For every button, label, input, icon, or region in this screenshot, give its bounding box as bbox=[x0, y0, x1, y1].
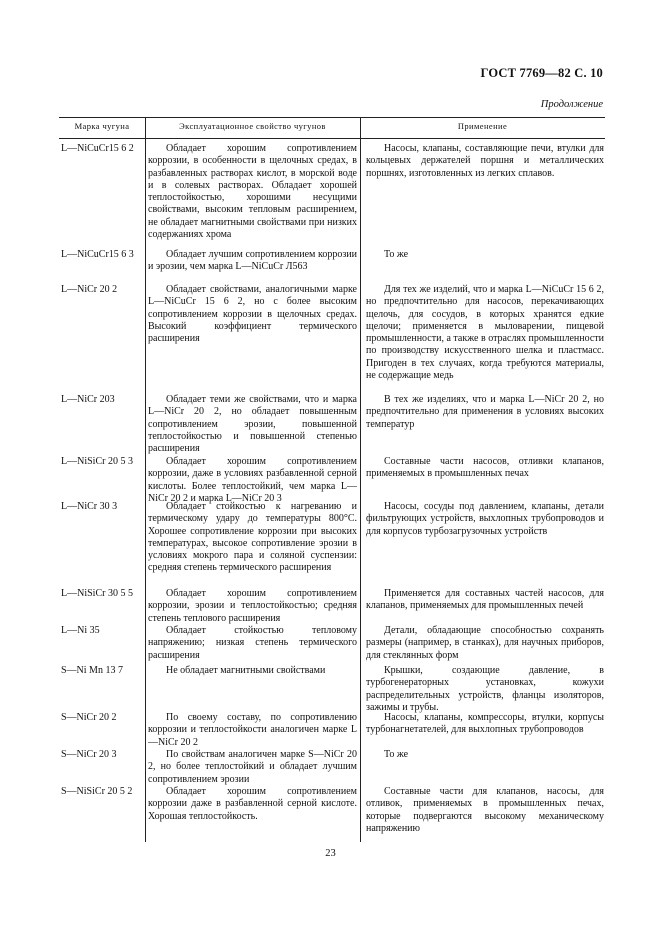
grade-cell-text: L—Ni 35 bbox=[61, 625, 100, 636]
properties-cell-text: Обладает лучшим сопротивлением коррозии и эрозии, чем марка L—NiCuCr Л563 bbox=[148, 249, 357, 273]
properties-cell bbox=[148, 749, 357, 786]
grade-cell-text: L—NiCuCr15 6 3 bbox=[61, 249, 134, 260]
grade-cell-text: L—NiSiCr 20 5 3 bbox=[61, 456, 133, 467]
application-cell-text: Составные части для клапанов, насосы, для отливок, применяемых в промышленных печах, которые подвергаются высокому механическому напряжению bbox=[366, 786, 604, 834]
properties-cell-text: Обладает стойкостью к нагреванию и термическому удару до температуры 800°С. Хорошее сопротивление коррозии при высоких температурах, высокое сопротивление эрозии в условиях мокрого пара и соляной суспензии: средняя степень термического расширения bbox=[148, 501, 357, 574]
properties-cell bbox=[148, 394, 357, 455]
properties-cell-text: Обладает хорошим сопротивлением коррозии, эрозии и теплостойкостью; средняя степень теплового расширения bbox=[148, 588, 357, 624]
grade-cell-text: L—NiCr 20 2 bbox=[61, 284, 118, 295]
properties-cell bbox=[148, 143, 357, 241]
properties-cell-text: Обладает свойствами, аналогичными марке L—NiCuCr 15 6 2, но с более высоким сопротивлением коррозии в щелочных средах. Высокий коэффициент термического расширения bbox=[148, 284, 357, 345]
application-cell bbox=[366, 665, 604, 714]
properties-cell bbox=[148, 712, 357, 749]
grades-table bbox=[59, 117, 605, 842]
properties-cell bbox=[148, 786, 357, 823]
application-cell bbox=[366, 501, 604, 538]
properties-cell bbox=[148, 665, 357, 677]
properties-cell bbox=[148, 501, 357, 575]
properties-cell-text: Не обладает магнитными свойствами bbox=[166, 665, 326, 676]
application-cell-text: Насосы, клапаны, компрессоры, втулки, корпусы турбонагнетателей, для выхлопных трубопроводов bbox=[366, 712, 604, 736]
page-header-code: ГОСТ 7769—82 С. 10 bbox=[480, 66, 603, 80]
properties-cell bbox=[148, 249, 357, 274]
column-divider bbox=[360, 117, 361, 842]
application-cell-text: Насосы, клапаны, составляющие печи, втулки для кольцевых держателей поршня и металлических поршнях, изготовленных из легких сплавов. bbox=[366, 143, 604, 179]
grade-cell bbox=[61, 501, 145, 513]
grade-cell bbox=[61, 284, 145, 296]
application-cell bbox=[366, 143, 604, 180]
grade-cell-text: L—NiCr 203 bbox=[61, 394, 115, 405]
column-header-properties: Эксплуатационное свойство чугунов bbox=[179, 121, 326, 131]
grade-cell-text: S—NiSiCr 20 5 2 bbox=[61, 786, 133, 797]
grade-cell-text: S—NiCr 20 3 bbox=[61, 749, 117, 760]
grade-cell bbox=[61, 143, 145, 155]
properties-cell-text: Обладает хорошим сопротивлением коррозии даже в разбавленной серной кислоте. Хорошая теплостойкость. bbox=[148, 786, 357, 822]
grade-cell bbox=[61, 712, 145, 724]
grade-cell-text: L—NiCr 30 3 bbox=[61, 501, 118, 512]
grade-cell bbox=[61, 394, 145, 406]
application-cell-text: Насосы, сосуды под давлением, клапаны, детали фильтрующих устройств, выхлопных трубопроводов и для корпусов турбозагрузочных устройств bbox=[366, 501, 604, 537]
grade-cell-text: L—NiCuCr15 6 2 bbox=[61, 143, 134, 154]
table-top-rule bbox=[59, 117, 605, 118]
application-cell-text: То же bbox=[384, 749, 409, 760]
page-number: 23 bbox=[325, 848, 336, 859]
grade-cell bbox=[61, 749, 145, 761]
application-cell-text: Крышки, создающие давление, в турбогенераторных установках, кожухи распределительных устройств, фланцы изоляторов, зажимы и трубы. bbox=[366, 665, 604, 713]
application-cell bbox=[366, 456, 604, 481]
application-cell bbox=[366, 394, 604, 431]
application-cell bbox=[366, 625, 604, 662]
properties-cell-text: По свойствам аналогичен марке S—NiCr 20 2, но более теплостойкий и обладает лучшим сопротивлением эрозии bbox=[148, 749, 357, 785]
application-cell-text: То же bbox=[384, 249, 409, 260]
grade-cell bbox=[61, 625, 145, 637]
application-cell-text: Составные части насосов, отливки клапанов, применяемых в промышленных печах bbox=[366, 456, 604, 480]
grade-cell bbox=[61, 456, 145, 468]
table-header-rule bbox=[59, 138, 605, 139]
column-header-grade: Марка чугуна bbox=[74, 121, 130, 131]
grade-cell bbox=[61, 665, 145, 677]
application-cell bbox=[366, 284, 604, 382]
application-cell-text: Для тех же изделий, что и марка L—NiCuCr 15 6 2, но предпочтительно для насосов, перекачивающих щелочь, для сосудов, в которых хранятся едкие щелочи; применяется в мыловарении, пищевой промышленности, а также в отраслях промышленности по производству искусственного шелка и пластмасс. Пригоден в тех случаях, когда требуются материалы, не содержащие медь bbox=[366, 284, 604, 382]
application-cell-text: Детали, обладающие способностью сохранять размеры (например, в станках), для научных приборов, для стеклянных форм bbox=[366, 625, 604, 661]
application-cell-text: Применяется для составных частей насосов, для клапанов, применяемых для промышленных печей bbox=[366, 588, 604, 612]
properties-cell-text: Обладает хорошим сопротивлением коррозии, в особенности в щелочных средах, в разбавленных растворах кислот, в морской воде и в солевых растворах. Обладает хорошей теплостойкостью, хорошими несущими свойствами, высоким тепловым расширением, не обладает магнитными свойствами при низких содержаниях хрома bbox=[148, 143, 357, 241]
grade-cell-text: L—NiSiCr 30 5 5 bbox=[61, 588, 133, 599]
properties-cell bbox=[148, 284, 357, 345]
application-cell bbox=[366, 588, 604, 613]
application-cell bbox=[366, 749, 604, 761]
grade-cell-text: S—Ni Mn 13 7 bbox=[61, 665, 123, 676]
grade-cell bbox=[61, 786, 145, 798]
grade-cell-text: S—NiCr 20 2 bbox=[61, 712, 117, 723]
application-cell bbox=[366, 786, 604, 835]
column-header-application: Применение bbox=[457, 121, 508, 131]
properties-cell bbox=[148, 625, 357, 662]
properties-cell-text: Обладает стойкостью тепловому напряжению; низкая степень термического расширения bbox=[148, 625, 357, 661]
application-cell bbox=[366, 712, 604, 737]
column-divider bbox=[145, 117, 146, 842]
properties-cell bbox=[148, 588, 357, 625]
properties-cell-text: Обладает хорошим сопротивлением коррозии, даже в условиях разбавленной серной кислоты. Более теплостойкий, чем марка L—NiCr 20 2 и марка L—NiCr 20 3 bbox=[148, 456, 357, 504]
application-cell bbox=[366, 249, 604, 261]
properties-cell-text: По своему составу, по сопротивлению коррозии и теплостойкости аналогичен марке L—NiCr 20 2 bbox=[148, 712, 357, 748]
grade-cell bbox=[61, 249, 145, 261]
properties-cell-text: Обладает теми же свойствами, что и марка L—NiCr 20 2, но обладает повышенным сопротивлением эрозии, повышенной теплостойкостью и повышенной степенью расширения bbox=[148, 394, 357, 455]
properties-cell bbox=[148, 456, 357, 505]
grade-cell bbox=[61, 588, 145, 600]
application-cell-text: В тех же изделиях, что и марка L—NiCr 20 2, но предпочтительно для применения в условиях высоких температур bbox=[366, 394, 604, 430]
continued-label: Продолжение bbox=[540, 99, 603, 110]
